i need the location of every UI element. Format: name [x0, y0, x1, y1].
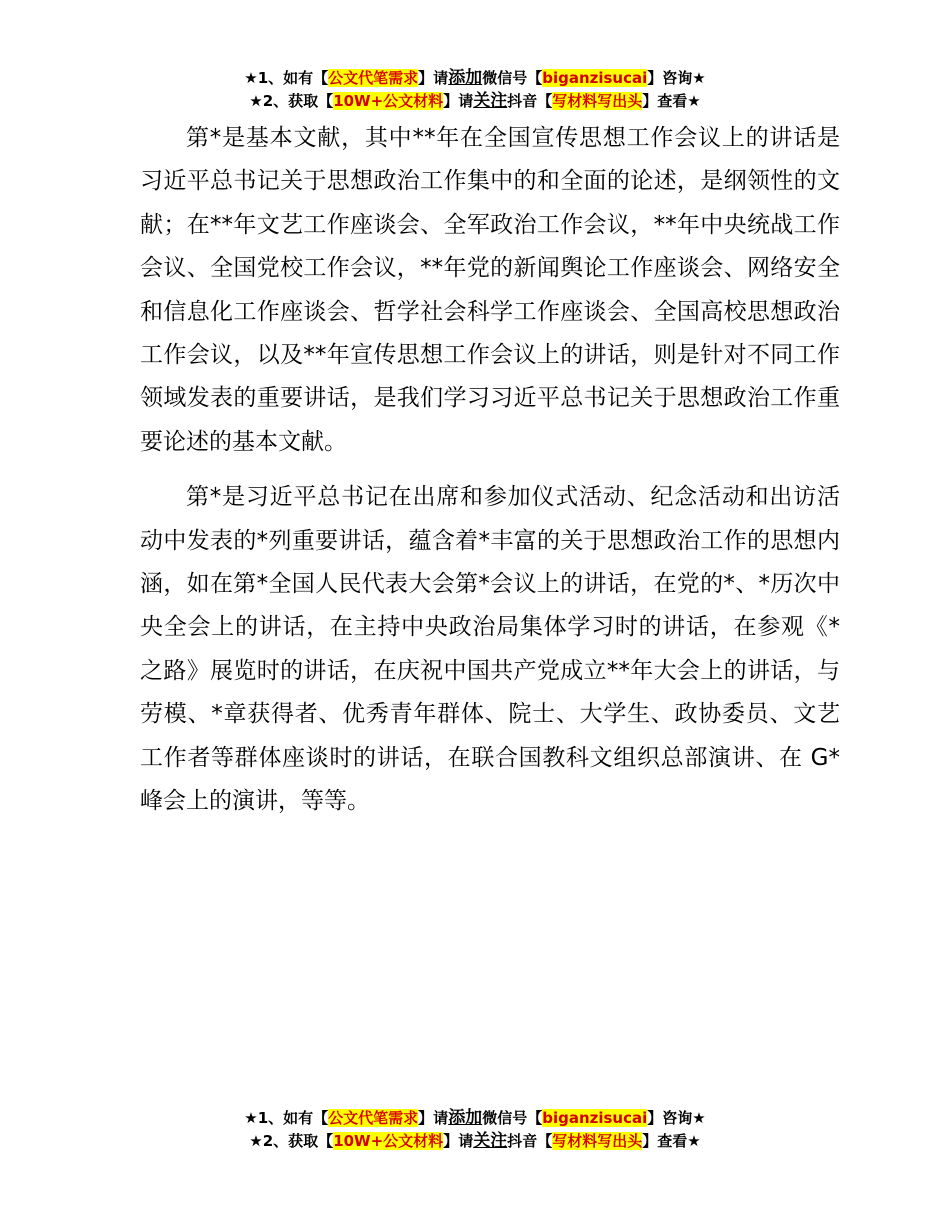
- ad-text: 抖音【: [507, 92, 553, 110]
- body-paragraph: 第*是习近平总书记在出席和参加仪式活动、纪念活动和出访活动中发表的*列重要讲话，蕴含着*丰富的关于思想政治工作的思想内涵，如在第*全国人民代表大会第*会议上的讲话，在党的*、*历次中央全会上的讲话，在主持中央政治局集体学习时的讲话，在参观《*之路》展览时的讲话，在庆祝中国共产党成立**年大会上的讲话，与劳模、*章获得者、优秀青年群体、院士、大学生、政协委员、文艺工作者等群体座谈时的讲话，在联合国教科文组织总部演讲、在 G*峰会上的演讲，等等。: [140, 484, 840, 815]
- ad-text: 】查看★: [642, 92, 701, 110]
- ad-line-consult: [0, 67, 950, 90]
- ad-wechat-id: biganzisucai: [542, 1109, 648, 1127]
- ad-text: ★1、如有【: [244, 69, 329, 87]
- footer-ad-banner: [0, 1107, 950, 1153]
- ad-text: 】咨询★: [647, 69, 706, 87]
- ad-douyin-account: 写材料写出头: [552, 92, 643, 110]
- ad-text: 】咨询★: [647, 1109, 706, 1127]
- ad-line-follow: [0, 90, 950, 113]
- header-ad-banner: [0, 67, 950, 113]
- ad-line-consult: [0, 1107, 950, 1130]
- ad-emphasis: 关注: [473, 91, 508, 111]
- ad-emphasis: 关注: [473, 1131, 508, 1151]
- ad-text: 】请: [443, 1132, 474, 1150]
- ad-text: ★2、获取【: [249, 1132, 334, 1150]
- ad-douyin-account: 写材料写出头: [552, 1132, 643, 1150]
- ad-emphasis: 添加: [448, 1108, 483, 1128]
- ad-highlight: 10W+公文材料: [333, 1132, 444, 1150]
- body-paragraph: 第*是基本文献，其中**年在全国宣传思想工作会议上的讲话是习近平总书记关于思想政治工作集中的和全面的论述，是纲领性的文献；在**年文艺工作座谈会、全军政治工作会议，**年中央统战工作会议、全国党校工作会议，**年党的新闻舆论工作座谈会、网络安全和信息化工作座谈会、哲学社会科学工作座谈会、全国高校思想政治工作会议，以及**年宣传思想工作会议上的讲话，则是针对不同工作领域发表的重要讲话，是我们学习习近平总书记关于思想政治工作重要论述的基本文献。: [140, 125, 840, 455]
- ad-text: 】请: [418, 1109, 449, 1127]
- ad-text: 】请: [443, 92, 474, 110]
- ad-line-follow: [0, 1130, 950, 1153]
- ad-wechat-id: biganzisucai: [542, 69, 648, 87]
- ad-text: ★1、如有【: [244, 1109, 329, 1127]
- ad-text: ★2、获取【: [249, 92, 334, 110]
- ad-emphasis: 添加: [448, 68, 483, 88]
- ad-text: 微信号【: [482, 1109, 543, 1127]
- ad-text: 抖音【: [507, 1132, 553, 1150]
- ad-text: 】查看★: [642, 1132, 701, 1150]
- ad-highlight: 公文代笔需求: [328, 1109, 419, 1127]
- document-body: [140, 117, 840, 824]
- ad-text: 微信号【: [482, 69, 543, 87]
- ad-highlight: 10W+公文材料: [333, 92, 444, 110]
- ad-highlight: 公文代笔需求: [328, 69, 419, 87]
- ad-text: 】请: [418, 69, 449, 87]
